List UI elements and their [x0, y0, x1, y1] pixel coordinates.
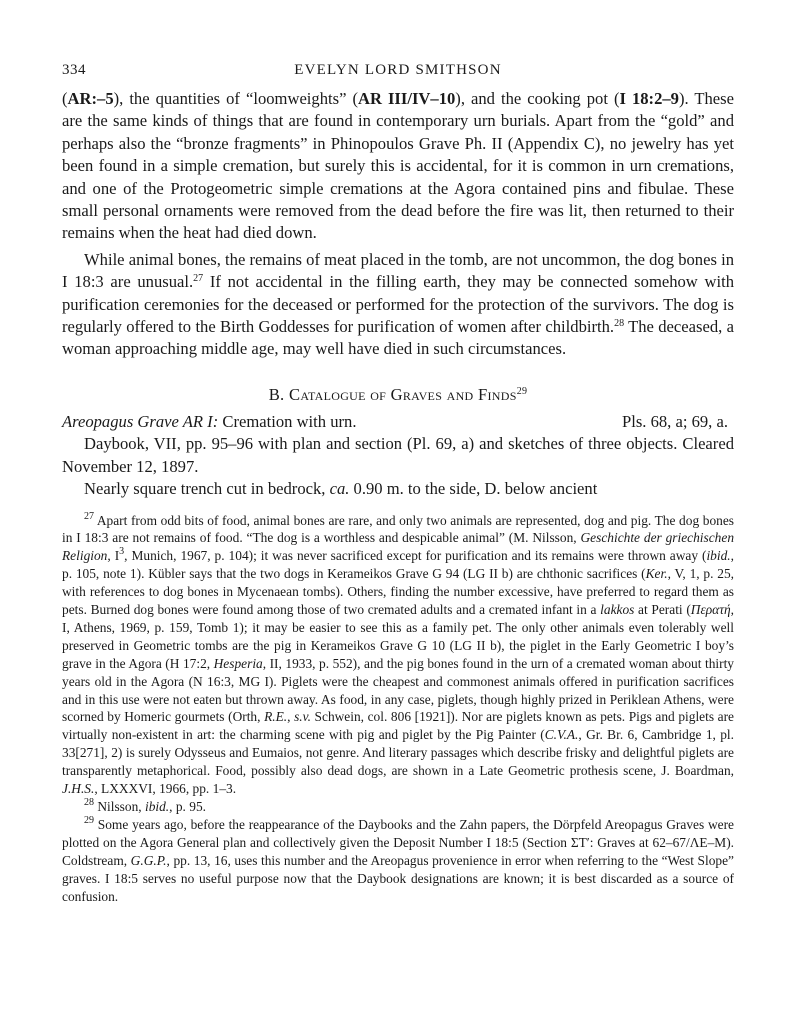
text-run: , LXXXVI, 1966, pp. 1–3. [94, 781, 237, 797]
text-run: Some years ago, before the reappearance of the Daybooks and the Zahn papers, the Dörpfeld Areopagus Graves were plotted on the Agora General plan and collectively given the Deposit Number I 18:5 (Section ΣΤ′: Graves at 62–67/ΛΕ–Μ). Coldstream, [62, 816, 734, 868]
text-run: , Gr. Br. 6, Cambridge 1, pl. 33[271], 2) is surely Odysseus and Eumaios, not genre. And literary passages which describe frisky and delightful piglets are transparently metaphorical. Food, possibly also dead dogs, are shown in a Late Geometric prothesis scene, J. Boardman, [62, 727, 734, 779]
text-run: , [287, 709, 295, 725]
footnotes [62, 512, 734, 906]
grave-name: Areopagus Grave AR I: [62, 411, 219, 431]
footnote-number: 29 [84, 814, 94, 826]
text-italic: R.E. [264, 709, 288, 725]
running-head: EVELYN LORD SMITHSON [294, 62, 502, 78]
text-run: The deceased, a woman approaching middle age, may well have died in such circumstances. [62, 317, 734, 359]
text-italic: Ker. [645, 566, 668, 582]
text-italic: lakkos [600, 602, 635, 618]
paragraph-trench [62, 478, 734, 500]
text-run: ), and the cooking pot ( [455, 89, 620, 108]
deposit-ref: I 18:2–9 [619, 89, 679, 108]
footnote-28 [62, 798, 734, 816]
text-run: , V, 1, p. 25, with references to dog bones in Mycenaean tombs). Others, finding the number excessive, have preferred to regard them as pets. Burned dog bones were found among those of two cremated adults and a cremated infant in a [62, 566, 734, 618]
text-run: ( [62, 89, 68, 108]
edition-superscript: 3 [119, 546, 125, 558]
grave-description: Cremation with urn. [218, 411, 357, 431]
footnote-27 [62, 512, 734, 799]
footnote-number: 27 [84, 510, 94, 522]
section-letter: B. [268, 384, 289, 404]
text-run: Nearly square trench cut in bedrock, [84, 479, 330, 499]
grave-entry-heading [62, 411, 734, 433]
text-run: Apart from odd bits of food, animal bones are rare, and only two animals are represented, dog and pig. The dog bones in I 18:3 are not remains of food. “The dog is a worthless and despicable animal” (M. Nilsson, [62, 512, 734, 546]
text-run: ), the quantities of “loomweights” ( [113, 89, 358, 108]
section-heading [62, 385, 734, 405]
section-title: Catalogue of Graves and Finds [288, 384, 517, 404]
paragraph-1 [62, 88, 734, 245]
text-run: , Munich, 1967, p. 104); it was never sacrificed except for purification and its remains were thrown away ( [124, 548, 707, 564]
paragraph-2 [62, 249, 734, 361]
text-run: If not accidental in the filling earth, they may be connected somehow with purification ceremonies for the deceased or performed for the protection of the survivors. The dog is regularly offered to the Birth Goddesses for purification of women after childbirth. [62, 272, 734, 337]
text-italic: G.G.P. [130, 852, 167, 868]
text-italic: s.v. [294, 709, 311, 725]
text-run: 0.90 m. to the side, D. below ancient [349, 479, 598, 499]
text-run: at Perati ( [634, 602, 691, 618]
text-italic: Hesperia [213, 655, 263, 671]
text-run: , I, Athens, 1969, p. 159, Tomb 1); it may be easier to see this as a family pet. The only other animals even tolerably well preserved in Geometric tombs are the pig in Kerameikos Grave G 10 (LG II b), the piglet in the Early Geometric I boy’s grave in the Agora (H 17:2, [62, 602, 734, 671]
footnote-ref-29[interactable]: 29 [516, 385, 528, 397]
footnote-number: 28 [84, 797, 94, 808]
deposit-ref: AR:–5 [67, 89, 114, 108]
text-italic: Geschichte der griechischen Religion [62, 530, 735, 564]
footnote-ref-27[interactable]: 27 [193, 273, 204, 285]
page-number: 334 [62, 62, 86, 78]
footnote-ref-28[interactable]: 28 [614, 318, 625, 330]
text-run: , pp. 13, 16, uses this number and the Areopagus provenience in error when referring to the “West Slope” graves. I 18:5 serves no useful purpose now that the Daybook designations are known; it is best discarded as a source of confusion. [62, 852, 735, 904]
text-italic: Περατή [690, 602, 731, 618]
text-run: Schwein, col. 806 [1921]). Nor are piglets known as pets. Pigs and piglets are virtually non-existent in art: the charming scene with pig and piglet by the Pig Painter ( [62, 709, 734, 743]
text-run: While animal bones, the remains of meat placed in the tomb, are not uncommon, the dog bones in I 18:3 are unusual. [62, 249, 734, 292]
page-header [62, 58, 734, 88]
text-run: Nilsson, [94, 799, 145, 814]
text-run: , II, 1933, p. 552), and the pig bones found in the urn of a cremated woman about thirty years old in the Agora (N 16:3, MG I). Piglets were the cheapest and commonest animals offered in purification sacrifices and in this use were not eaten but thrown away. As food, in any case, piglets, though highly prized in Periklean Athens, were scorned by Homeric gourmets (Orth, [62, 655, 734, 725]
text-italic: J.H.S. [62, 781, 95, 797]
page [62, 58, 734, 905]
plate-reference: Pls. 68, a; 69, a. [621, 411, 728, 431]
text-italic: ibid. [706, 548, 731, 564]
text-run: , p. 105, note 1). Kübler says that the two dogs in Kerameikos Grave G 94 (LG II b) are chthonic sacrifices ( [62, 548, 734, 582]
paragraph-daybook: Daybook, VII, pp. 95–96 with plan and section (Pl. 69, a) and sketches of three objects. Cleared November 12, 1897. [62, 434, 734, 476]
text-run: , I [107, 548, 120, 564]
text-run: ). These are the same kinds of things that are found in contemporary urn burials. Apart from the “gold” and perhaps also the “bronze fragments” in Phinopoulos Grave Ph. II (Appendix C), no jewelry has yet been found in a simple cremation, but surely this is accidental, for it is common in urn cremations, and one of the Protogeometric simple cremations at the Agora contained pins and fibulae. These small personal ornaments were removed from the dead before the fire was lit, then returned to their remains when the heat had died down. [62, 89, 734, 243]
deposit-ref: AR III/IV–10 [357, 89, 456, 108]
text-run: , p. 95. [169, 799, 206, 814]
text-italic: ca. [329, 479, 350, 499]
main-text [62, 88, 734, 501]
footnote-29 [62, 816, 734, 906]
text-italic: ibid. [144, 799, 170, 814]
text-italic: C.V.A. [544, 727, 579, 743]
